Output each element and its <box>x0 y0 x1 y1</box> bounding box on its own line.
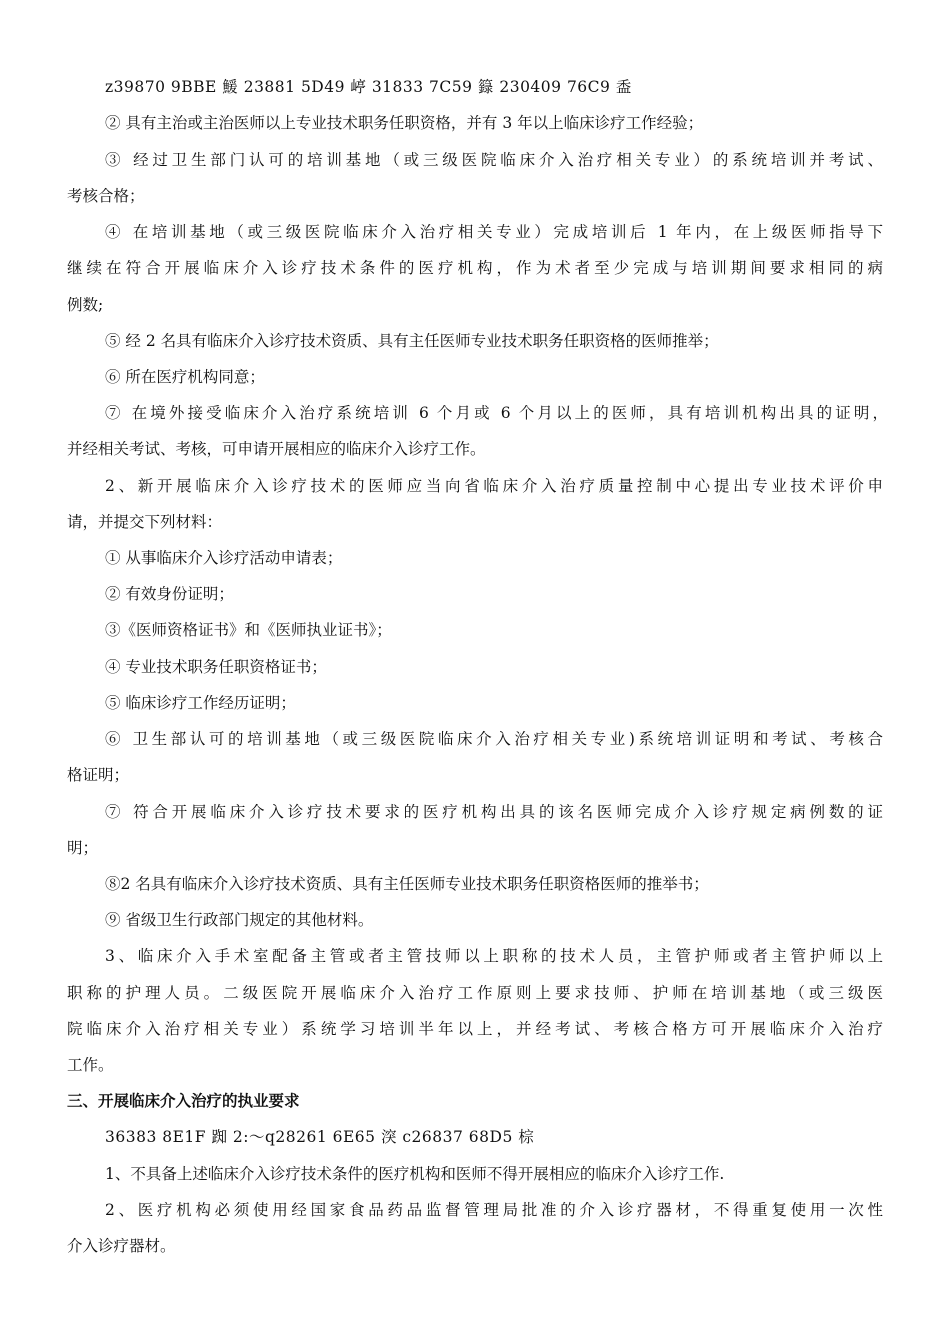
paragraph-line: 工作。 <box>67 1056 114 1074</box>
list-item: ⑦ 符合开展临床介入诊疗技术要求的医疗机构出具的该名医师完成介入诊疗规定病例数的证 <box>105 803 883 821</box>
paragraph-line: 院临床介入治疗相关专业）系统学习培训半年以上，并经考试、考核合格方可开展临床介入治疗 <box>67 1020 883 1038</box>
paragraph-line: 例数; <box>67 296 104 314</box>
list-item: ② 有效身份证明； <box>105 585 234 603</box>
paragraph-line: ④ 在培训基地（或三级医院临床介入治疗相关专业）完成培训后 1 年内，在上级医师指导下 <box>105 223 883 241</box>
list-item: ④ 专业技术职务任职资格证书； <box>105 658 327 676</box>
paragraph-line: ② 具有主治或主治医师以上专业技术职务任职资格，并有 3 年以上临床诊疗工作经验； <box>105 114 704 132</box>
paragraph-line: 职称的护理人员。二级医院开展临床介入治疗工作原则上要求技师、护师在培训基地（或三级医 <box>67 984 883 1002</box>
garbled-code-line-2: 36383 8E1F 踟 2:～q28261 6E65 湥 c26837 68D5 棕 <box>105 1128 535 1146</box>
paragraph-line: 格证明； <box>67 766 130 784</box>
paragraph-line: ⑦ 在境外接受临床介入治疗系统培训 6 个月或 6 个月以上的医师，具有培训机构出具的证明， <box>105 404 888 422</box>
paragraph-line: 1、不具备上述临床介入诊疗技术条件的医疗机构和医师不得开展相应的临床介入诊疗工作. <box>105 1165 725 1183</box>
section-heading: 三、开展临床介入治疗的执业要求 <box>67 1092 300 1110</box>
paragraph-line: ⑥ 所在医疗机构同意； <box>105 368 265 386</box>
paragraph-line: ⑤ 经 2 名具有临床介入诊疗技术资质、具有主任医师专业技术职务任职资格的医师推举； <box>105 332 719 350</box>
list-item: ⑨ 省级卫生行政部门规定的其他材料。 <box>105 911 374 929</box>
paragraph-line: 继续在符合开展临床介入诊疗技术条件的医疗机构，作为术者至少完成与培训期间要求相同的病 <box>67 259 883 277</box>
paragraph-line: 考核合格； <box>67 187 145 205</box>
list-item: ① 从事临床介入诊疗活动申请表； <box>105 549 343 567</box>
paragraph-line: 请，并提交下列材料： <box>67 513 223 531</box>
list-item: ⑥ 卫生部认可的培训基地（或三级医院临床介入治疗相关专业)系统培训证明和考试、考核合 <box>105 730 883 748</box>
list-item: ③《医师资格证书》和《医师执业证书》； <box>105 621 392 639</box>
list-item: ⑤ 临床诊疗工作经历证明； <box>105 694 296 712</box>
paragraph-line: 介入诊疗器材。 <box>67 1237 176 1255</box>
paragraph-line: 明； <box>67 839 99 857</box>
garbled-code-line-1: z39870 9BBE 鰀 23881 5D49 嵉 31833 7C59 籙 230409 76C9 盉 <box>105 78 632 96</box>
paragraph-line: 2、医疗机构必须使用经国家食品药品监督管理局批准的介入诊疗器材，不得重复使用一次性 <box>105 1201 883 1219</box>
paragraph-line: 3、临床介入手术室配备主管或者主管技师以上职称的技术人员，主管护师或者主管护师以上 <box>105 947 883 965</box>
paragraph-line: 2、新开展临床介入诊疗技术的医师应当向省临床介入治疗质量控制中心提出专业技术评价申 <box>105 477 883 495</box>
list-item: ⑧2 名具有临床介入诊疗技术资质、具有主任医师专业技术职务任职资格医师的推举书； <box>105 875 709 893</box>
paragraph-line: 并经相关考试、考核，可申请开展相应的临床介入诊疗工作。 <box>67 440 486 458</box>
paragraph-line: ③ 经过卫生部门认可的培训基地（或三级医院临床介入治疗相关专业）的系统培训并考试、 <box>105 151 883 169</box>
